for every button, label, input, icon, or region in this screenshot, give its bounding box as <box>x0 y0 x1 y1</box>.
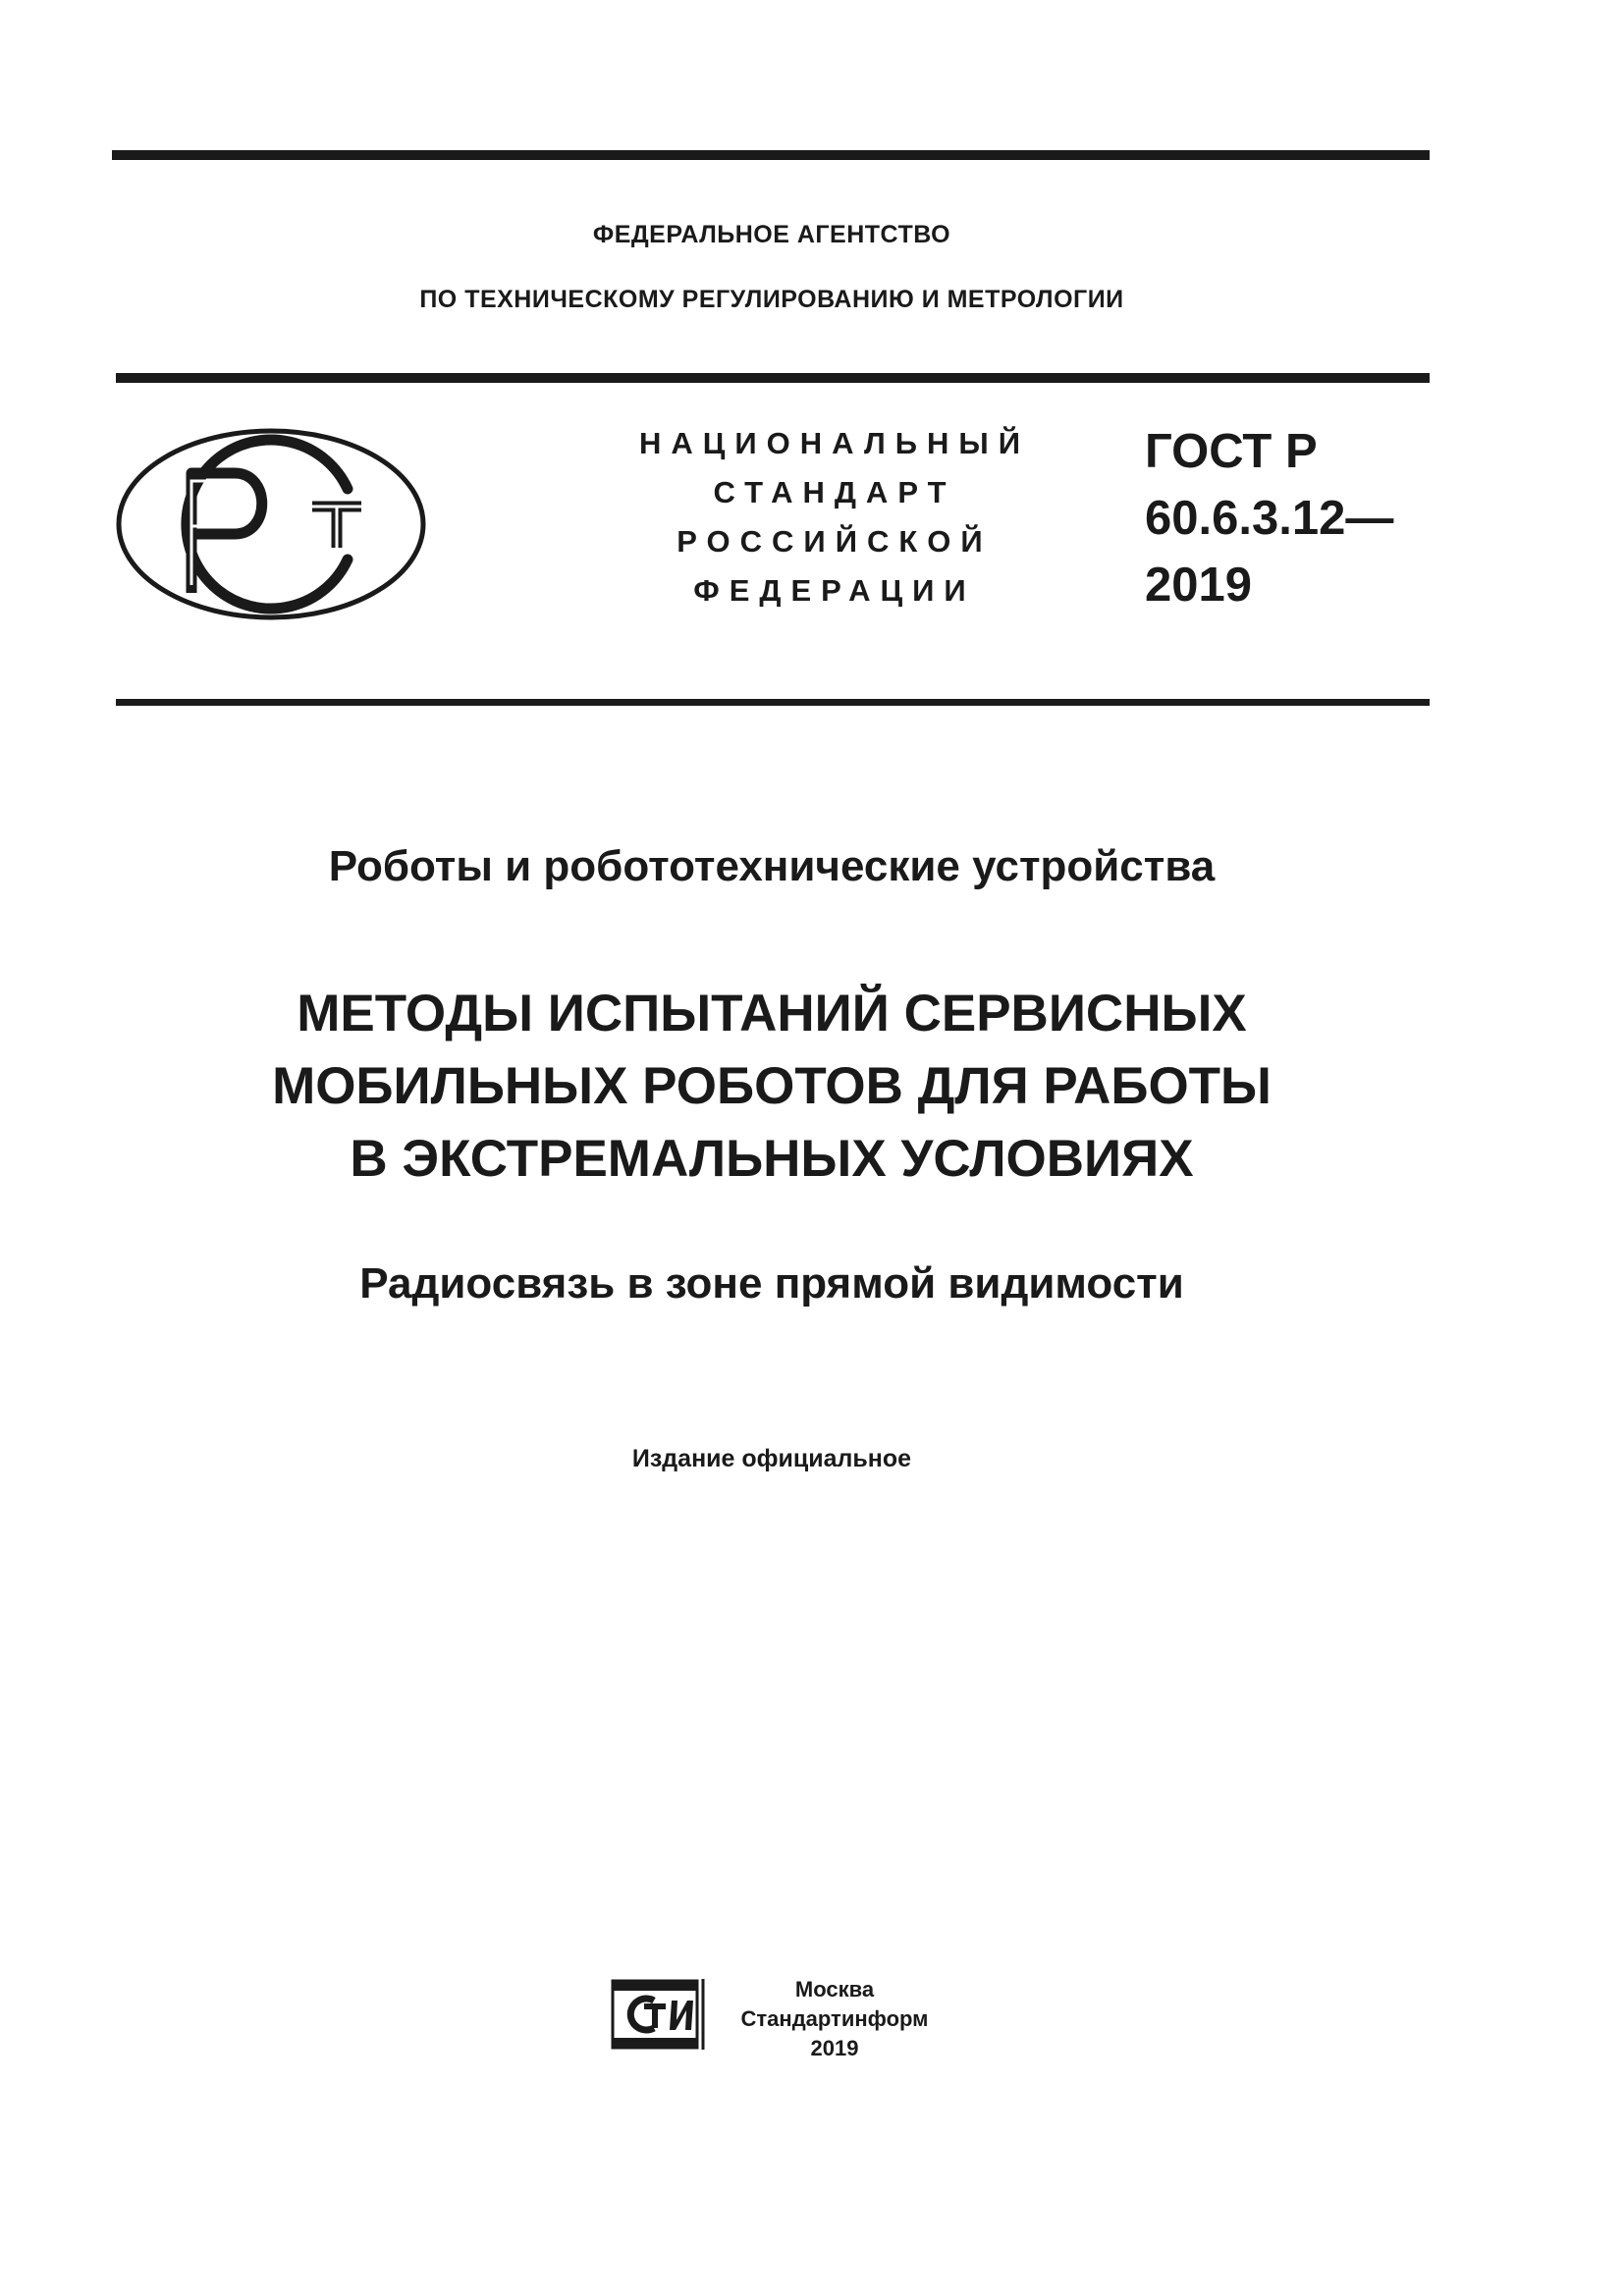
header-rule <box>116 373 1430 383</box>
publisher-city: Москва <box>794 1977 875 2002</box>
publisher-name: Стандартинформ <box>740 2006 929 2031</box>
edition-label: Издание официальное <box>631 1445 912 1472</box>
gost-line: 60.6.3.12— <box>1145 492 1394 545</box>
agency-name-line-1: ФЕДЕРАЛЬНОЕ АГЕНТСТВО <box>592 221 951 248</box>
subject-heading: Роботы и робототехнические устройства <box>328 842 1216 890</box>
subtitle: Радиосвязь в зоне прямой видимости <box>359 1259 1184 1308</box>
title-block-rule <box>116 699 1430 706</box>
gost-number <box>1145 418 1393 618</box>
publisher-block <box>727 1975 943 2063</box>
national-line: СТАНДАРТ <box>713 475 956 509</box>
national-line: НАЦИОНАЛЬНЫЙ <box>638 426 1031 460</box>
national-standard-label <box>569 419 1100 615</box>
rst-certification-mark-icon <box>116 428 426 620</box>
agency-name-line-2: ПО ТЕХНИЧЕСКОМУ РЕГУЛИРОВАНИЮ И МЕТРОЛОГИИ <box>419 286 1124 313</box>
gost-line: ГОСТ Р <box>1145 425 1318 478</box>
standartinform-logo-icon <box>611 1977 705 2052</box>
main-title-line: МОБИЛЬНЫХ РОБОТОВ ДЛЯ РАБОТЫ <box>272 1057 1272 1115</box>
national-line: ФЕДЕРАЦИИ <box>693 573 976 608</box>
gost-line: 2019 <box>1145 559 1253 612</box>
main-title-line: В ЭКСТРЕМАЛЬНЫХ УСЛОВИЯХ <box>350 1130 1194 1188</box>
top-rule <box>112 150 1430 160</box>
main-title <box>0 978 1543 1196</box>
national-line: РОССИЙСКОЙ <box>677 524 993 559</box>
main-title-line: МЕТОДЫ ИСПЫТАНИЙ СЕРВИСНЫХ <box>297 985 1247 1042</box>
publisher-year: 2019 <box>810 2036 859 2060</box>
